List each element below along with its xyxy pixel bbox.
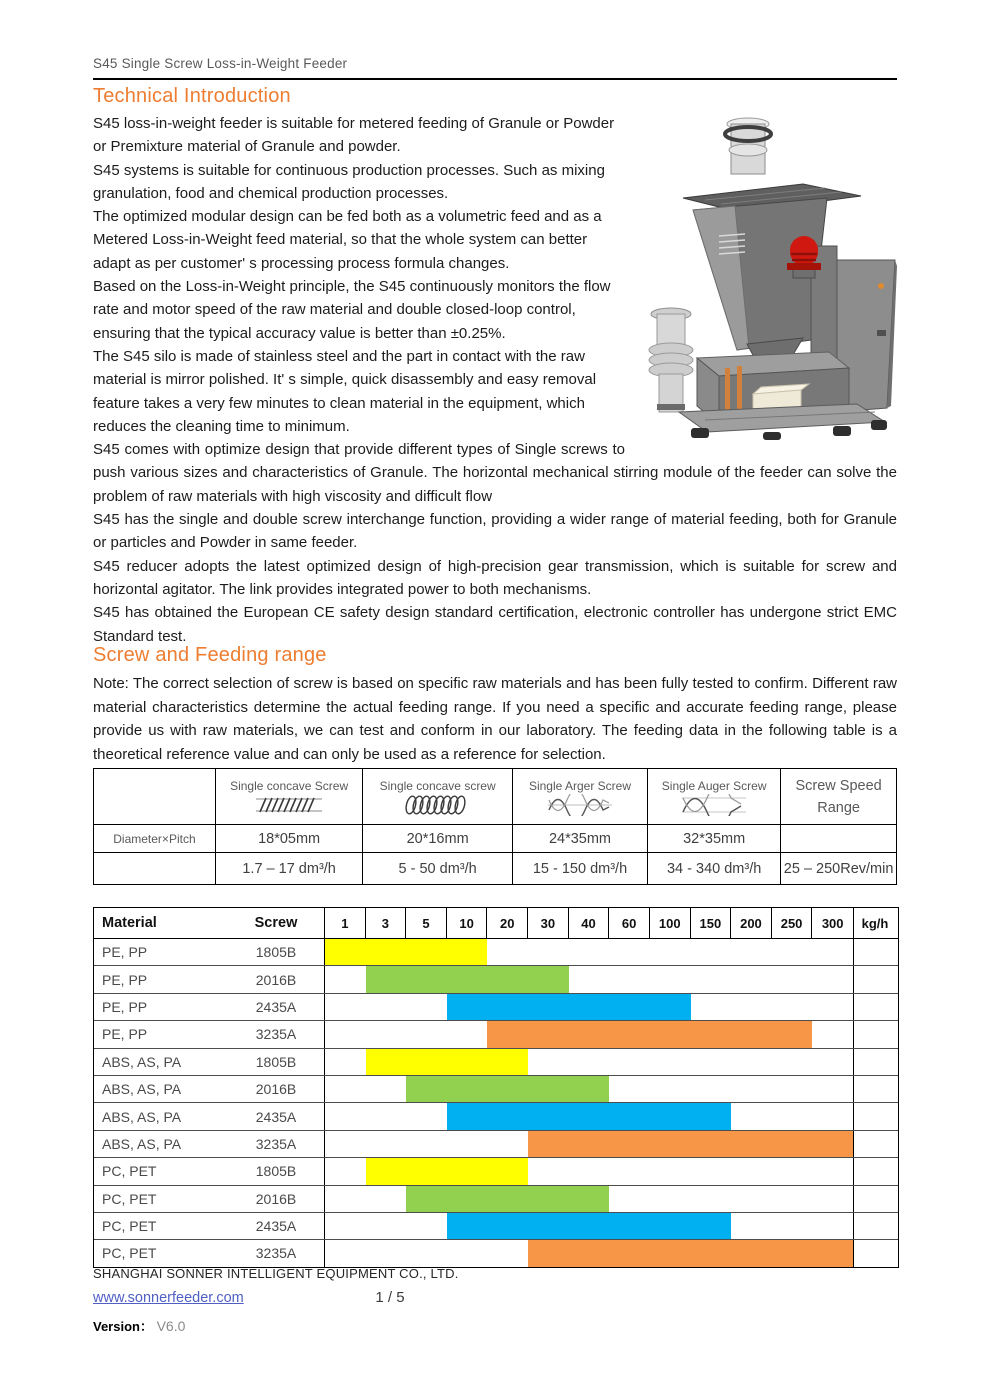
range-bar: [528, 1240, 853, 1266]
material-label: ABS, AS, PA: [102, 1108, 182, 1125]
screw-code-label: 3235A: [255, 1245, 297, 1262]
chart-col-header: 10: [447, 908, 488, 938]
screw-code-label: 1805B: [255, 1053, 297, 1070]
feeding-chart-row: [94, 1213, 898, 1240]
screw-speed-value: 25 – 250Rev/min: [781, 853, 897, 885]
feed-range-row-label: [94, 853, 216, 885]
feeding-chart-row: [94, 1021, 898, 1048]
row-label-cell: [94, 1103, 325, 1129]
range-bar: [447, 994, 691, 1020]
feeding-chart-row: [94, 1131, 898, 1158]
auger-screw-icon: [679, 794, 749, 816]
diameter-pitch-value: 24*35mm: [512, 825, 647, 853]
page-header-title: S45 Single Screw Loss-in-Weight Feeder: [93, 56, 348, 71]
range-bar-track: [325, 1103, 853, 1129]
unit-cell: [853, 1131, 896, 1157]
row-label-cell: [94, 966, 325, 992]
diameter-pitch-value: 32*35mm: [648, 825, 781, 853]
screw-code-label: 3235A: [255, 1026, 297, 1043]
unit-cell: [853, 1103, 896, 1129]
range-bar-track: [325, 1131, 853, 1157]
feeding-chart-row: [94, 1240, 898, 1266]
screw-type-label: Single Auger Screw: [661, 778, 767, 793]
screw-code-label: 2016B: [255, 971, 297, 988]
diameter-pitch-value: 20*16mm: [363, 825, 513, 853]
range-bar: [366, 966, 569, 992]
screw-type-label: Single concave Screw: [230, 778, 349, 793]
screw-type-header: [648, 769, 781, 825]
feeding-chart-row: [94, 966, 898, 993]
range-bar-track: [325, 939, 853, 965]
material-label: PC, PET: [102, 1190, 157, 1207]
intro-paragraph: The optimized modular design can be fed both as a volumetric feed and as a Metered Loss-in-Weight feed material, so that the whole system can better adapt as per customer' s processing process formula changes.: [93, 208, 602, 272]
screw-type-header: [512, 769, 647, 825]
chart-col-header: 200: [731, 908, 772, 938]
material-label: PC, PET: [102, 1163, 157, 1180]
screw-code-label: 3235A: [255, 1135, 297, 1152]
version-value: V6.0: [156, 1318, 186, 1334]
row-label-cell: [94, 1213, 325, 1239]
unit-cell: [853, 1021, 896, 1047]
arger-screw-icon: [545, 794, 615, 816]
screw-speed-header: [781, 769, 897, 825]
range-bar-track: [325, 1049, 853, 1075]
range-bar-track: [325, 1158, 853, 1184]
intro-paragraph: S45 comes with optimize design that provide different types of Single screws to push various sizes and characteristics of Granule. The horizontal mechanical stirring module of the feeder can solve the problem of raw materials with high viscosity and difficult flow: [93, 441, 897, 505]
screw-speed-header-line2: Range: [817, 799, 860, 816]
screw-type-label: Single Arger Screw: [528, 778, 631, 793]
feed-range-value: 15 - 150 dm³/h: [512, 853, 647, 885]
range-bar: [406, 1076, 609, 1102]
material-label: ABS, AS, PA: [102, 1135, 182, 1152]
range-bar: [447, 1213, 731, 1239]
feed-range-value: 1.7 – 17 dm³/h: [215, 853, 362, 885]
feeding-chart-body: [94, 939, 898, 1267]
chart-col-header: 5: [406, 908, 447, 938]
feed-range-value: 5 - 50 dm³/h: [363, 853, 513, 885]
chart-col-header: 3: [366, 908, 407, 938]
chart-col-header: 40: [569, 908, 610, 938]
concave-screw-coil-icon: [401, 794, 475, 816]
feeding-chart-row: [94, 1049, 898, 1076]
material-label: PC, PET: [102, 1218, 157, 1235]
row-label-cell: [94, 1049, 325, 1075]
screw-type-header: [363, 769, 513, 825]
material-label: ABS, AS, PA: [102, 1053, 182, 1070]
unit-column-header: kg/h: [853, 908, 896, 938]
material-label: PC, PET: [102, 1245, 157, 1262]
material-column-header: Material: [102, 915, 157, 931]
concave-screw-dense-icon: [252, 794, 326, 816]
material-label: PE, PP: [102, 998, 148, 1015]
row-label-cell: [94, 994, 325, 1020]
chart-col-header: 20: [487, 908, 528, 938]
screw-code-label: 2435A: [255, 998, 297, 1015]
unit-cell: [853, 1158, 896, 1184]
screw-spec-table: [93, 768, 897, 885]
unit-cell: [853, 966, 896, 992]
section-title-screw-feeding-range: Screw and Feeding range: [93, 644, 327, 666]
feed-range-value: 34 - 340 dm³/h: [648, 853, 781, 885]
intro-paragraph: S45 systems is suitable for continuous production processes. Such as mixing granulation, food and chemical production processes.: [93, 161, 605, 202]
range-bar: [447, 1103, 731, 1129]
section-title-technical-introduction: Technical Introduction: [93, 85, 291, 107]
intro-paragraph: Based on the Loss-in-Weight principle, the S45 continuously monitors the flow rate and motor speed of the raw material and double closed-loop control, ensuring that the typical accuracy value is better than ±0.25%.: [93, 278, 611, 342]
material-label: PE, PP: [102, 1026, 148, 1043]
diameter-pitch-value: 18*05mm: [215, 825, 362, 853]
intro-paragraph: S45 has the single and double screw interchange function, providing a wider range of material feeding, both for Granule or particles and Powder in same feeder.: [93, 511, 897, 552]
feeding-chart-row: [94, 1158, 898, 1185]
feeding-chart-row: [94, 994, 898, 1021]
feeding-chart-row: [94, 1103, 898, 1130]
feeder-machine-image: [635, 108, 897, 440]
diameter-pitch-label: Diameter×Pitch: [94, 825, 216, 853]
row-label-cell: [94, 1186, 325, 1212]
range-bar-track: [325, 1076, 853, 1102]
chart-col-header: 30: [528, 908, 569, 938]
range-bar-track: [325, 1213, 853, 1239]
feeding-range-chart: [93, 907, 899, 1268]
unit-cell: [853, 1049, 896, 1075]
chart-col-header: 1: [325, 908, 366, 938]
range-bar-track: [325, 1021, 853, 1047]
website-link[interactable]: www.sonnerfeeder.com: [93, 1290, 244, 1306]
screw-code-label: 1805B: [255, 944, 297, 961]
version-label: Version：: [93, 1319, 153, 1334]
header-rule: [93, 78, 897, 80]
unit-cell: [853, 1076, 896, 1102]
unit-cell: [853, 994, 896, 1020]
range-bar-track: [325, 994, 853, 1020]
range-bar-track: [325, 1240, 853, 1266]
row-label-cell: [94, 1076, 325, 1102]
screw-type-header: [215, 769, 362, 825]
row-label-cell: [94, 1240, 325, 1266]
material-label: PE, PP: [102, 944, 148, 961]
range-bar-track: [325, 1186, 853, 1212]
intro-paragraph: S45 has obtained the European CE safety design standard certification, electronic controller has undergone strict EMC Standard test.: [93, 604, 897, 645]
screw-column-header: Screw: [254, 915, 298, 931]
row-label-cell: [94, 1021, 325, 1047]
diameter-pitch-empty-cell: [781, 825, 897, 853]
row-label-cell: [94, 939, 325, 965]
feeding-chart-row: [94, 939, 898, 966]
page-footer: [93, 1266, 897, 1335]
chart-col-header: 300: [821, 915, 844, 931]
unit-cell: [853, 1213, 896, 1239]
range-bar: [366, 1049, 528, 1075]
screw-table-corner-cell: [94, 769, 216, 825]
range-bar: [325, 939, 487, 965]
feeder-machine-illustration: [635, 108, 897, 440]
row-label-cell: [94, 1131, 325, 1157]
website-row: [93, 1289, 897, 1309]
chart-col-header: 250: [772, 908, 813, 938]
feeding-chart-header-row: [94, 908, 898, 939]
feeding-chart-row: [94, 1186, 898, 1213]
company-name: SHANGHAI SONNER INTELLIGENT EQUIPMENT CO., LTD.: [93, 1266, 459, 1281]
page-number: 1 / 5: [375, 1289, 405, 1306]
technical-introduction-body: [93, 112, 897, 648]
material-label: ABS, AS, PA: [102, 1081, 182, 1098]
screw-selection-note: Note: The correct selection of screw is based on specific raw materials and has been fully tested to confirm. Different raw material characteristics determine the actual feeding range. If you need a specific and accurate feeding range, please provide us with raw materials, we can test and conform in our laboratory. The feeding data in the following table is a theoretical reference value and can only be used as a reference for selection.: [93, 675, 897, 764]
range-bar: [528, 1131, 853, 1157]
range-bar: [406, 1186, 609, 1212]
feeding-chart-row: [94, 1076, 898, 1103]
range-bar: [366, 1158, 528, 1184]
screw-code-label: 2016B: [255, 1081, 297, 1098]
screw-code-label: 2435A: [255, 1218, 297, 1235]
range-bar-track: [325, 966, 853, 992]
chart-col-header: 100: [650, 908, 691, 938]
screw-type-label: Single concave screw: [379, 778, 496, 793]
chart-col-header: 60: [609, 908, 650, 938]
material-label: PE, PP: [102, 971, 148, 988]
unit-cell: [853, 939, 896, 965]
screw-code-label: 2016B: [255, 1190, 297, 1207]
unit-cell: [853, 1186, 896, 1212]
screw-code-label: 2435A: [255, 1108, 297, 1125]
version-row: [93, 1316, 897, 1335]
intro-paragraph: S45 loss-in-weight feeder is suitable for metered feeding of Granule or Powder or Premixture material of Granule and powder.: [93, 115, 615, 156]
intro-paragraph: The S45 silo is made of stainless steel and the part in contact with the raw material is mirror polished. It' s simple, quick disassembly and easy removal feature takes a very few minutes to clean material in the equipment, which reduces the cleaning time to minimum.: [93, 347, 597, 435]
unit-cell: [853, 1240, 896, 1266]
screw-speed-header-line1: Screw Speed: [795, 777, 882, 794]
intro-paragraph: S45 reducer adopts the latest optimized design of high-precision gear transmission, which is suitable for screw and horizontal agitator. The link provides integrated power to both mechanisms.: [93, 557, 897, 598]
row-label-cell: [94, 1158, 325, 1184]
screw-code-label: 1805B: [255, 1163, 297, 1180]
chart-col-headers: [325, 908, 853, 938]
range-bar: [487, 1021, 812, 1047]
chart-label-header: [94, 908, 325, 938]
chart-col-header: 150: [691, 908, 732, 938]
